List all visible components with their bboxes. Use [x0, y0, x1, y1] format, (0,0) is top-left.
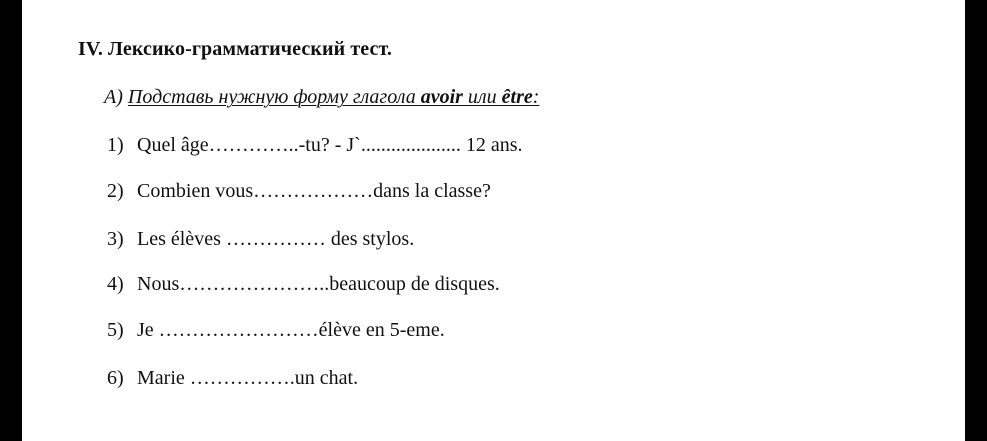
exercise-item-1: [107, 134, 523, 157]
item-text: Nous…………………..beaucoup de disques.: [137, 273, 500, 295]
item-text: Combien vous………………dans la classe?: [137, 180, 491, 202]
right-black-border: [965, 0, 987, 441]
item-text: Les élèves …………… des stylos.: [137, 228, 415, 250]
document-page: [22, 0, 965, 441]
item-number: 5): [107, 319, 124, 341]
task-text: Подставь нужную форму глагола: [127, 86, 421, 108]
task-connector: или: [462, 86, 502, 108]
item-number: 4): [107, 273, 124, 295]
section-heading: IV. Лексико-грамматический тест.: [78, 38, 392, 60]
exercise-item-5: [107, 319, 445, 342]
item-number: 3): [107, 228, 124, 250]
item-number: 1): [107, 134, 124, 156]
verb-etre: être: [501, 86, 533, 108]
verb-avoir: avoir: [420, 86, 463, 108]
exercise-item-2: [107, 180, 491, 203]
item-text: Marie …………….un chat.: [137, 367, 359, 389]
task-letter: A): [104, 86, 128, 108]
item-number: 6): [107, 367, 124, 389]
item-number: 2): [107, 180, 124, 202]
exercise-item-6: [107, 367, 358, 390]
item-text: Je ……………………élève en 5-eme.: [137, 319, 445, 341]
exercise-item-4: [107, 273, 500, 296]
task-instruction: [104, 86, 539, 109]
left-black-border: [0, 0, 22, 441]
task-colon: :: [532, 86, 540, 108]
exercise-item-3: [107, 228, 414, 251]
item-text: Quel âge…………..-tu? - J`.................... 12 ans.: [137, 134, 523, 156]
task-underlined: [128, 86, 540, 108]
